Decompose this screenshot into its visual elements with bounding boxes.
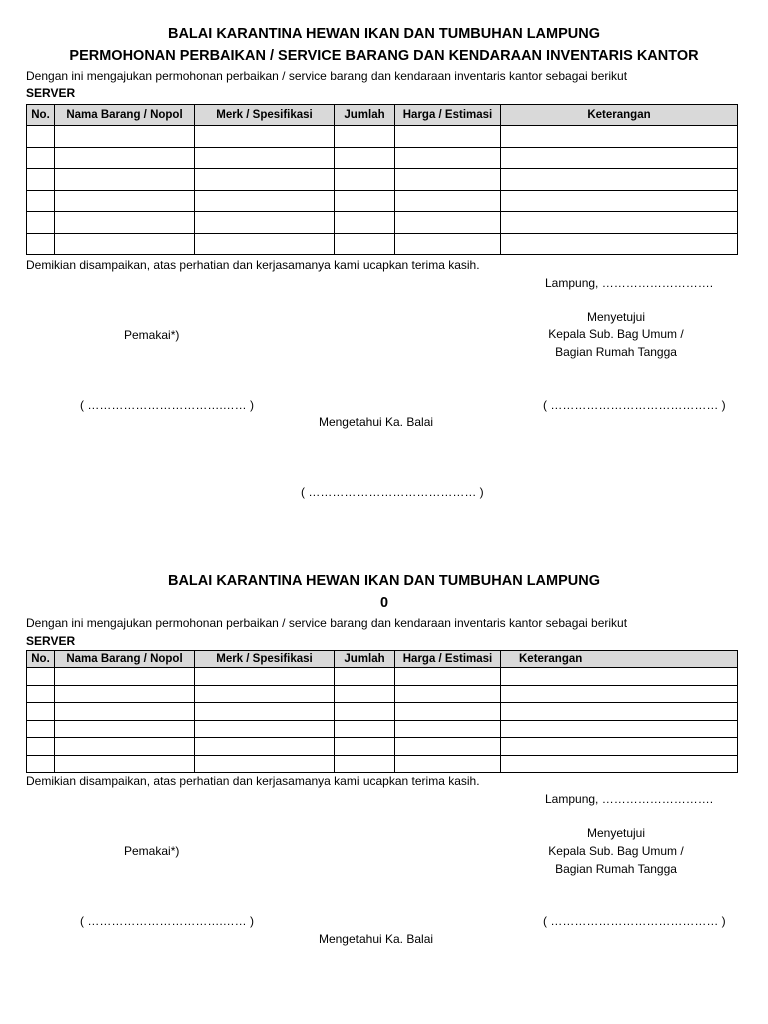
form2-table-header	[27, 651, 738, 668]
form1-closing-text: Demikian disampaikan, atas perhatian dan kerjasamanya kami ucapkan terima kasih.	[26, 258, 480, 272]
form2-approve-label: Menyetujui	[586, 826, 646, 840]
col-quantity: Jumlah	[335, 105, 395, 126]
table-row	[27, 738, 738, 756]
form2-approver-title: Kepala Sub. Bag Umum /	[548, 844, 684, 858]
form1-section-label: SERVER	[26, 86, 76, 100]
form2-closing-text: Demikian disampaikan, atas perhatian dan kerjasamanya kami ucapkan terima kasih.	[26, 774, 480, 788]
form2-document-title: 0	[379, 595, 389, 611]
form1-user-label: Pemakai*)	[124, 328, 180, 342]
form2-place-date: Lampung, ……………………….	[545, 792, 714, 806]
col-notes: Keterangan	[501, 651, 738, 668]
table-row	[27, 147, 738, 169]
col-notes: Keterangan	[501, 105, 738, 126]
form2-intro-text: Dengan ini mengajukan permohonan perbaikan / service barang dan kendaraan inventaris kantor sebagai berikut	[26, 616, 628, 630]
form1-document-title: PERMOHONAN PERBAIKAN / SERVICE BARANG DAN KENDARAAN INVENTARIS KANTOR	[69, 48, 699, 64]
form1-intro-text: Dengan ini mengajukan permohonan perbaikan / service barang dan kendaraan inventaris kantor sebagai berikut	[26, 69, 628, 83]
table-row	[27, 190, 738, 212]
table-row	[27, 668, 738, 686]
form1-approver-title: Kepala Sub. Bag Umum /	[548, 327, 684, 341]
col-quantity: Jumlah	[335, 651, 395, 668]
form2-user-signature: ( …………………………….…… )	[80, 914, 254, 928]
form1-items-table	[26, 104, 738, 255]
table-row	[27, 212, 738, 234]
table-row	[27, 233, 738, 255]
form1-approver-dept: Bagian Rumah Tangga	[555, 345, 677, 359]
table-row	[27, 685, 738, 703]
col-brand-spec: Merk / Spesifikasi	[195, 651, 335, 668]
table-row	[27, 169, 738, 191]
form2-approver-dept: Bagian Rumah Tangga	[555, 862, 677, 876]
form1-ack-label: Mengetahui Ka. Balai	[318, 415, 434, 429]
form1-place-date: Lampung, ……………………….	[545, 276, 714, 290]
form1-head-signature: ( …………………………………… )	[301, 485, 484, 499]
form2-approver-signature: ( …………………………………… )	[543, 914, 726, 928]
col-price-estimate: Harga / Estimasi	[395, 105, 501, 126]
form2-items-table	[26, 650, 738, 773]
table-row	[27, 703, 738, 721]
table-row	[27, 126, 738, 148]
col-no: No.	[27, 651, 55, 668]
form2-section-label: SERVER	[26, 634, 76, 648]
col-brand-spec: Merk / Spesifikasi	[195, 105, 335, 126]
form1-user-signature: ( …………………………….…… )	[80, 398, 254, 412]
table-row	[27, 755, 738, 773]
col-item-name: Nama Barang / Nopol	[55, 651, 195, 668]
form1-institution-title: BALAI KARANTINA HEWAN IKAN DAN TUMBUHAN LAMPUNG	[167, 26, 600, 42]
form2-ack-label: Mengetahui Ka. Balai	[318, 932, 434, 946]
form1-table-header	[27, 105, 738, 126]
col-price-estimate: Harga / Estimasi	[395, 651, 501, 668]
form1-approver-signature: ( …………………………………… )	[543, 398, 726, 412]
table-row	[27, 720, 738, 738]
col-no: No.	[27, 105, 55, 126]
col-item-name: Nama Barang / Nopol	[55, 105, 195, 126]
form2-institution-title: BALAI KARANTINA HEWAN IKAN DAN TUMBUHAN LAMPUNG	[167, 573, 600, 589]
form1-approve-label: Menyetujui	[586, 310, 646, 324]
form2-user-label: Pemakai*)	[124, 844, 180, 858]
